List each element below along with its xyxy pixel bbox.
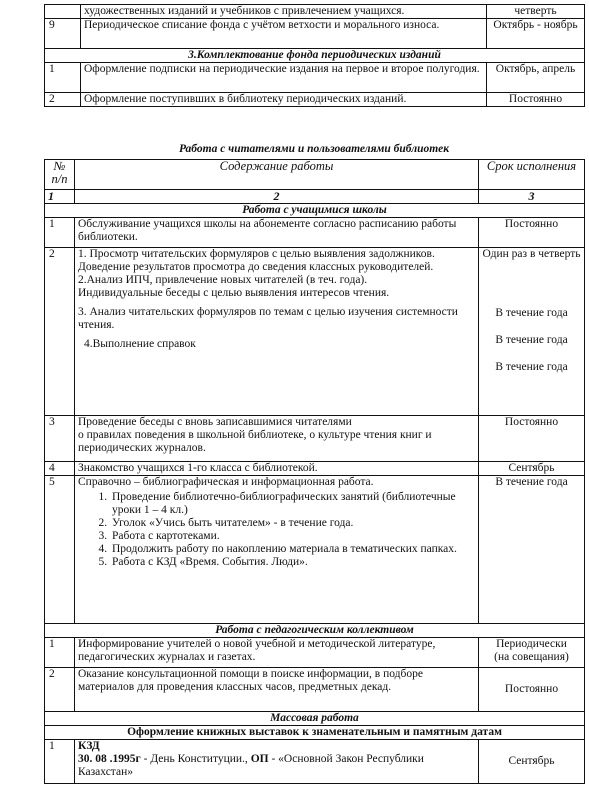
header-content: Содержание работы	[75, 160, 479, 190]
term-line: Периодически	[496, 638, 567, 650]
term-line: В течение года	[495, 307, 568, 319]
content-text: - День Конституции.,	[140, 753, 251, 765]
section-title: Массовая работа	[45, 712, 585, 726]
section-row	[45, 624, 585, 638]
index-col-1: 1	[45, 190, 75, 204]
section-title: 3.Комплектование фонда периодических изданий	[45, 49, 585, 63]
list-item: 4. Продолжить работу по накоплению материала в тематических папках.	[110, 543, 475, 556]
paragraph: 1. Просмотр читательских формуляров с целью выявления задолжников. Доведение результатов просмотра до сведения классных руководителей.	[78, 248, 435, 273]
table-row	[45, 462, 585, 476]
section-title: Оформление книжных выставок к знаменательным и памятным датам	[45, 726, 585, 740]
readers-work-table	[44, 159, 585, 784]
section-caption: Работа с читателями и пользователями библиотек	[178, 143, 450, 155]
row-content: Оказание консультационной помощи в поиске информации, в подборе материалов для проведения классных часов, предметных декад.	[75, 668, 479, 712]
row-content: Оформление подписки на периодические издания на первое и второе полугодия.	[81, 63, 487, 93]
date-label: 30. 08 .1995г	[78, 753, 141, 765]
list-item: 3. Работа с картотеками.	[110, 530, 475, 543]
term-line: (на совещания)	[494, 651, 569, 663]
table-row	[45, 5, 585, 19]
row-number: 9	[45, 19, 81, 49]
row-content	[75, 476, 479, 624]
row-term: четверть	[487, 5, 585, 19]
term-line: В течение года	[495, 361, 568, 373]
row-term: Постоянно	[479, 416, 585, 462]
section-row	[45, 726, 585, 740]
paragraph: 3. Анализ читательских формуляров по темам с целью изучения системности чтения.	[78, 306, 458, 331]
content-line: Справочно – библиографическая и информационная работа.	[78, 476, 374, 488]
table-row	[45, 668, 585, 712]
section-title: Работа с педагогическим коллективом	[45, 624, 585, 638]
header-num: № п/п	[45, 160, 75, 190]
row-term: Сентябрь	[479, 462, 585, 476]
content-line: Проведение беседы с вновь записавшимися читателями	[78, 416, 352, 428]
op-label: ОП	[250, 753, 269, 765]
term-line: В течение года	[495, 334, 568, 346]
row-term: Сентябрь	[479, 740, 585, 784]
row-term: В течение года	[479, 476, 585, 624]
paragraph: 4.Выполнение справок	[84, 338, 196, 350]
row-content: Знакомство учащихся 1-го класса с библиотекой.	[75, 462, 479, 476]
kzd-label: КЗД	[78, 740, 100, 752]
table-row	[45, 63, 585, 93]
row-number: 2	[45, 668, 75, 712]
row-number: 3	[45, 416, 75, 462]
row-number: 5	[45, 476, 75, 624]
content-line: о правилах поведения в школьной библиотеке, о культуре чтения книг и периодических журналов.	[78, 429, 432, 454]
table-row	[45, 218, 585, 248]
table-row	[45, 19, 585, 49]
header-row	[45, 160, 585, 190]
section-row	[45, 204, 585, 218]
row-term	[479, 248, 585, 416]
section-row	[45, 49, 585, 63]
row-term: Постоянно	[479, 668, 585, 712]
list-item: 2. Уголок «Учись быть читателем» - в течение года.	[110, 517, 475, 530]
row-number: 1	[45, 638, 75, 668]
index-row	[45, 190, 585, 204]
row-content: Оформление поступивших в библиотеку периодических изданий.	[81, 93, 487, 107]
row-number: 1	[45, 740, 75, 784]
row-number: 2	[45, 93, 81, 107]
row-term	[479, 638, 585, 668]
paragraph: 2.Анализ ИПЧ, привлечение новых читателей (в теч. года).	[78, 274, 368, 286]
row-number: 1	[45, 63, 81, 93]
section-row	[45, 712, 585, 726]
term-line: Один раз в четверть	[482, 248, 581, 260]
index-col-2: 2	[75, 190, 479, 204]
row-content	[75, 740, 479, 784]
list-item: 5. Работа с КЗД «Время. События. Люди».	[110, 556, 475, 569]
work-list	[92, 491, 475, 569]
row-number: 4	[45, 462, 75, 476]
acquisition-table	[44, 4, 585, 107]
index-col-3: 3	[479, 190, 585, 204]
content-text: - «Основной Закон Республики Казахстан»	[78, 753, 424, 778]
table-row	[45, 476, 585, 624]
row-content	[75, 416, 479, 462]
row-content: Периодическое списание фонда с учётом ветхости и морального износа.	[81, 19, 487, 49]
paragraph: Индивидуальные беседы с целью выявления интересов чтения.	[78, 287, 390, 299]
row-term: Октябрь - ноябрь	[487, 19, 585, 49]
table-row	[45, 740, 585, 784]
list-item: 1. Проведение библиотечно-библиографических занятий (библиотечные уроки 1 – 4 кл.)	[110, 491, 475, 517]
row-term: Постоянно	[487, 93, 585, 107]
table-row	[45, 93, 585, 107]
row-term: Постоянно	[479, 218, 585, 248]
row-content: художественных изданий и учебников с привлечением учащихся.	[81, 5, 487, 19]
table-row	[45, 416, 585, 462]
table-row	[45, 638, 585, 668]
content-line	[78, 753, 475, 779]
header-term: Срок исполнения	[479, 160, 585, 190]
row-number	[45, 5, 81, 19]
row-content	[75, 248, 479, 416]
row-term: Октябрь, апрель	[487, 63, 585, 93]
row-content: Информирование учителей о новой учебной и методической литературе, педагогических журналах и газетах.	[75, 638, 479, 668]
table-row	[45, 248, 585, 416]
section-title: Работа с учащимися школы	[45, 204, 585, 218]
row-content: Обслуживание учащихся школы на абонементе согласно расписанию работы библиотеки.	[75, 218, 479, 248]
row-number: 2	[45, 248, 75, 416]
row-number: 1	[45, 218, 75, 248]
